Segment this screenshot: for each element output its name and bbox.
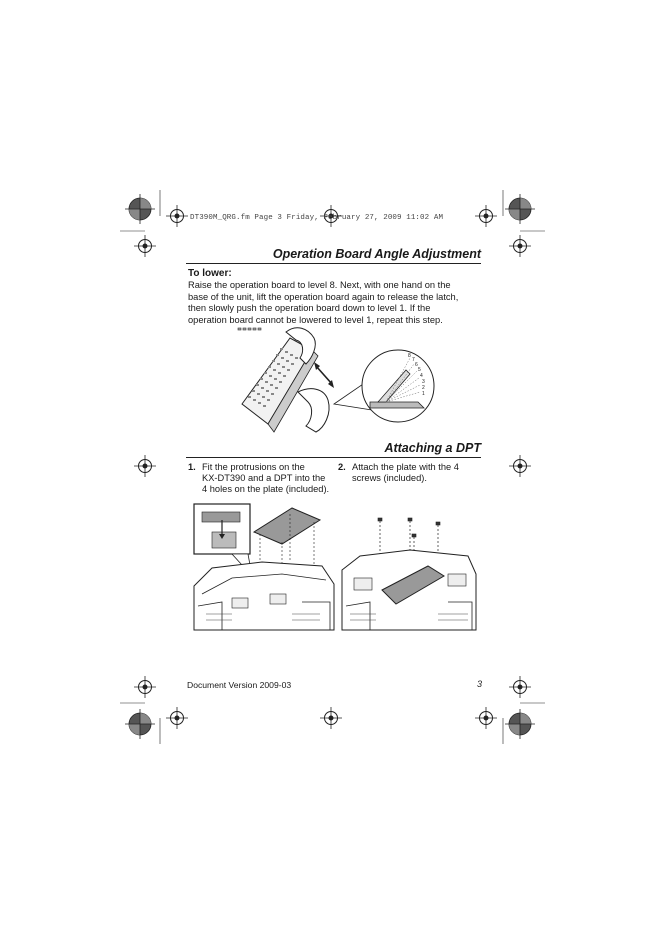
instruction-line: base of the unit, lift the operation board again to release the latch,: [188, 291, 459, 302]
level-label: 2: [422, 385, 425, 391]
level-label: 7: [412, 357, 415, 363]
operation-board-illustration: [238, 328, 438, 443]
level-label: 8: [408, 353, 411, 359]
step-number: 2.: [338, 462, 346, 472]
step-number: 1.: [188, 462, 196, 472]
fit-plate-illustration: [192, 502, 337, 632]
level-label: 1: [422, 391, 425, 397]
document-version: Document Version 2009-03: [187, 680, 292, 690]
step-2: [338, 462, 483, 486]
step-line: 4 holes on the plate (included).: [202, 484, 330, 495]
instruction-line: Raise the operation board to level 8. Next, with one hand on the: [188, 280, 451, 290]
section-title-angle-adjustment: Operation Board Angle Adjustment: [272, 247, 481, 261]
step-line: Fit the protrusions on the: [202, 462, 305, 472]
step-line: screws (included).: [352, 473, 427, 484]
section-title-attaching-dpt: Attaching a DPT: [384, 441, 481, 455]
level-label: 5: [418, 367, 421, 373]
step-1: [188, 462, 338, 498]
instruction-paragraph: [188, 280, 483, 326]
file-header-line: DT390M_QRG.fm Page 3 Friday, February 27, 2009 11:02 AM: [190, 214, 444, 222]
page-number: 3: [476, 679, 482, 689]
section-rule: [186, 457, 481, 458]
level-label: 3: [422, 379, 425, 385]
level-label: 4: [420, 373, 423, 379]
instruction-line: operation board cannot be lowered to level 1, repeat this step.: [188, 314, 443, 325]
level-label: 6: [415, 362, 418, 368]
sublabel-to-lower: To lower:: [188, 268, 232, 279]
step-line: KX-DT390 and a DPT into the: [202, 473, 326, 484]
attach-screws-illustration: [340, 514, 478, 632]
section-rule: [186, 263, 481, 264]
instruction-line: then slowly push the operation board down to level 1. If the: [188, 303, 431, 314]
step-line: Attach the plate with the 4: [352, 462, 459, 472]
